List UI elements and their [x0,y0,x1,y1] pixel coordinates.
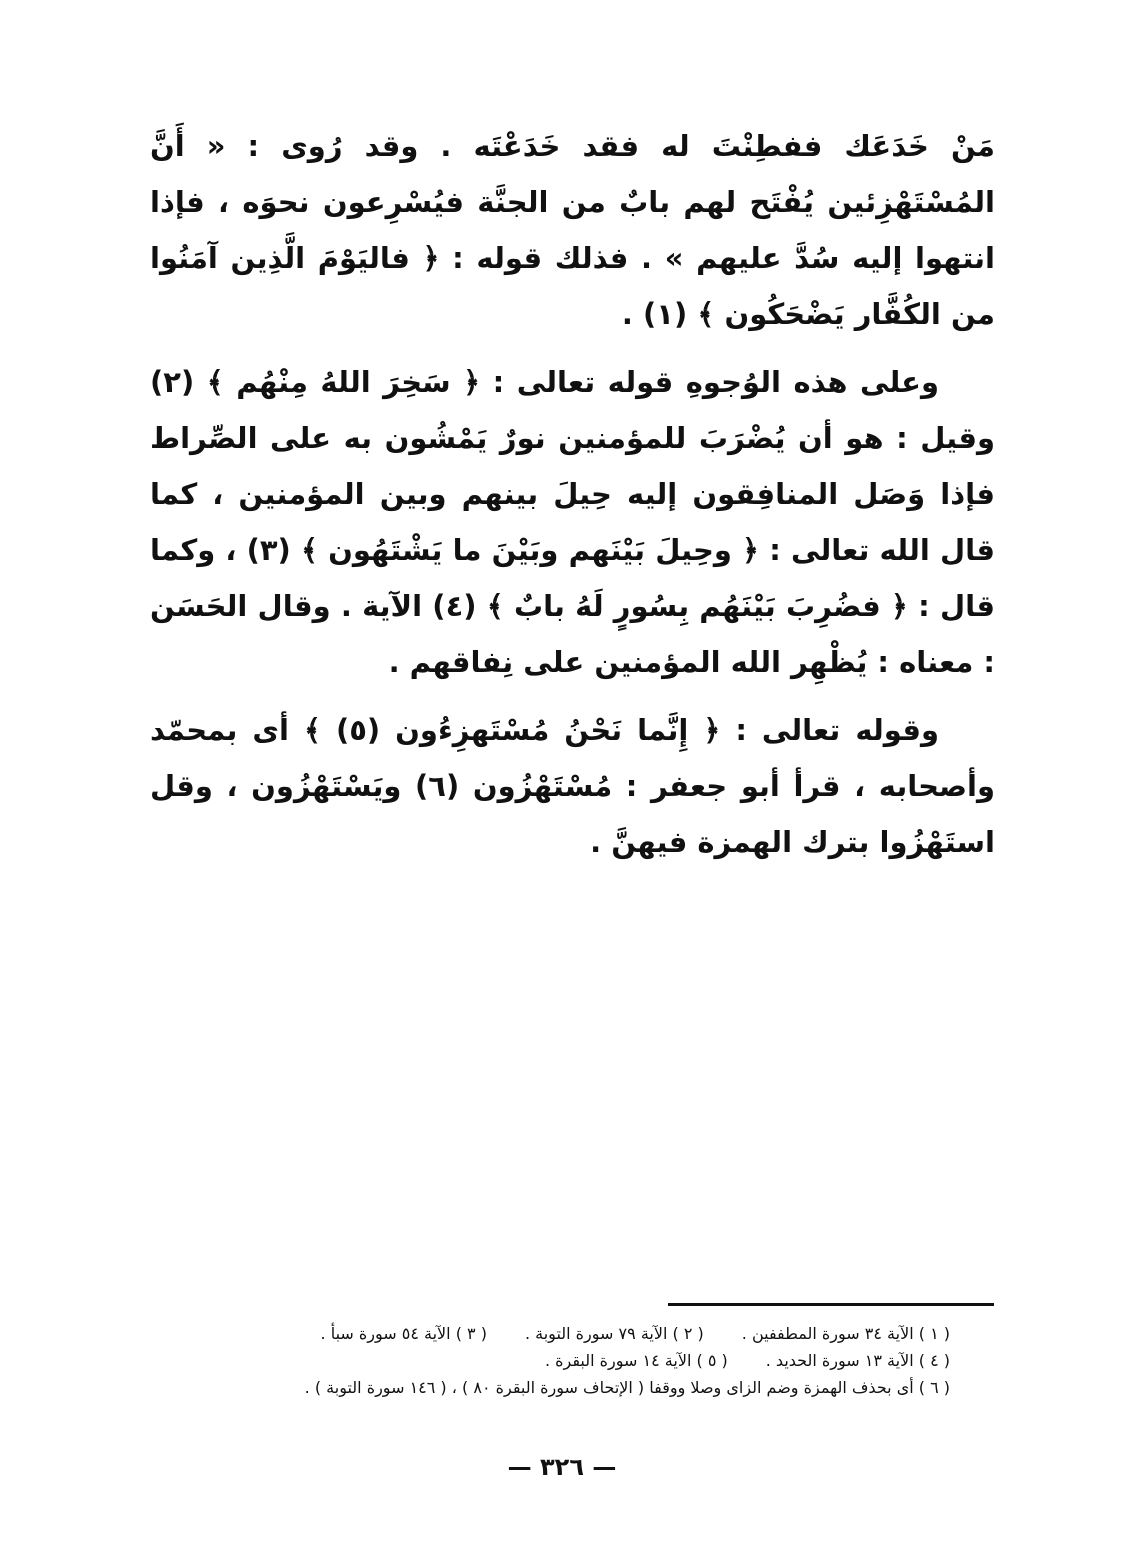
footnotes [150,1320,950,1401]
footnote-separator [668,1303,994,1306]
footnote-2: ( ٢ ) الآية ٧٩ سورة التوبة . [524,1324,704,1343]
paragraph-1: مَنْ خَدَعَك ففطِنْتَ له فقد خَدَعْتَه . وقد رُوى : « أَنَّ المُسْتَهْزِئين يُفْتَح لهم بابٌ من الجنَّة فيُسْرِعون نحوَه ، فإذا انتهوا إليه سُدَّ عليهم » . فذلك قوله : ﴿ فاليَوْمَ الَّذِين آمَنُوا من الكُفَّار يَضْحَكُون ﴾ (١) . [150,129,995,331]
footnote-row [150,1347,950,1374]
footnote-5: ( ٥ ) الآية ١٤ سورة البقرة . [544,1351,728,1370]
footnote-row [150,1374,950,1401]
footnote-row [150,1320,950,1347]
footnote-6: ( ٦ ) أى بحذف الهمزة وضم الزاى وصلا ووقفا ( الإتحاف سورة البقرة ٨٠ ) ، ( ١٤٦ سورة التوبة ) . [304,1378,950,1397]
paragraph-3: وقوله تعالى : ﴿ إِنَّما نَحْنُ مُسْتَهزِءُون (٥) ﴾ أى بمحمّد وأصحابه ، قرأ أبو جعفر : مُسْتَهْزُون (٦) ويَسْتَهْزُون ، وقل استَهْزُوا بترك الهمزة فيهنَّ . [150,713,995,859]
main-text [150,118,995,882]
page-number: — ٣٢٦ — [507,1453,617,1481]
footnote-4: ( ٤ ) الآية ١٣ سورة الحديد . [765,1351,950,1370]
footnote-3: ( ٣ ) الآية ٥٤ سورة سبأ . [320,1324,487,1343]
paragraph-2: وعلى هذه الوُجوهِ قوله تعالى : ﴿ سَخِرَ اللهُ مِنْهُم ﴾ (٢) وقيل : هو أن يُضْرَبَ للمؤمنين نورٌ يَمْشُون به على الصِّراط فإذا وَصَل المنافِقون إليه حِيلَ بينهم وبين المؤمنين ، كما قال الله تعالى : ﴿ وحِيلَ بَيْنَهم وبَيْنَ ما يَشْتَهُون ﴾ (٣) ، وكما قال : ﴿ فضُرِبَ بَيْنَهُم بِسُورٍ لَهُ بابٌ ﴾ (٤) الآية . وقال الحَسَن : معناه : يُظْهِر الله المؤمنين على نِفاقهم . [150,365,996,679]
footnote-1: ( ١ ) الآية ٣٤ سورة المطففين . [741,1324,950,1343]
